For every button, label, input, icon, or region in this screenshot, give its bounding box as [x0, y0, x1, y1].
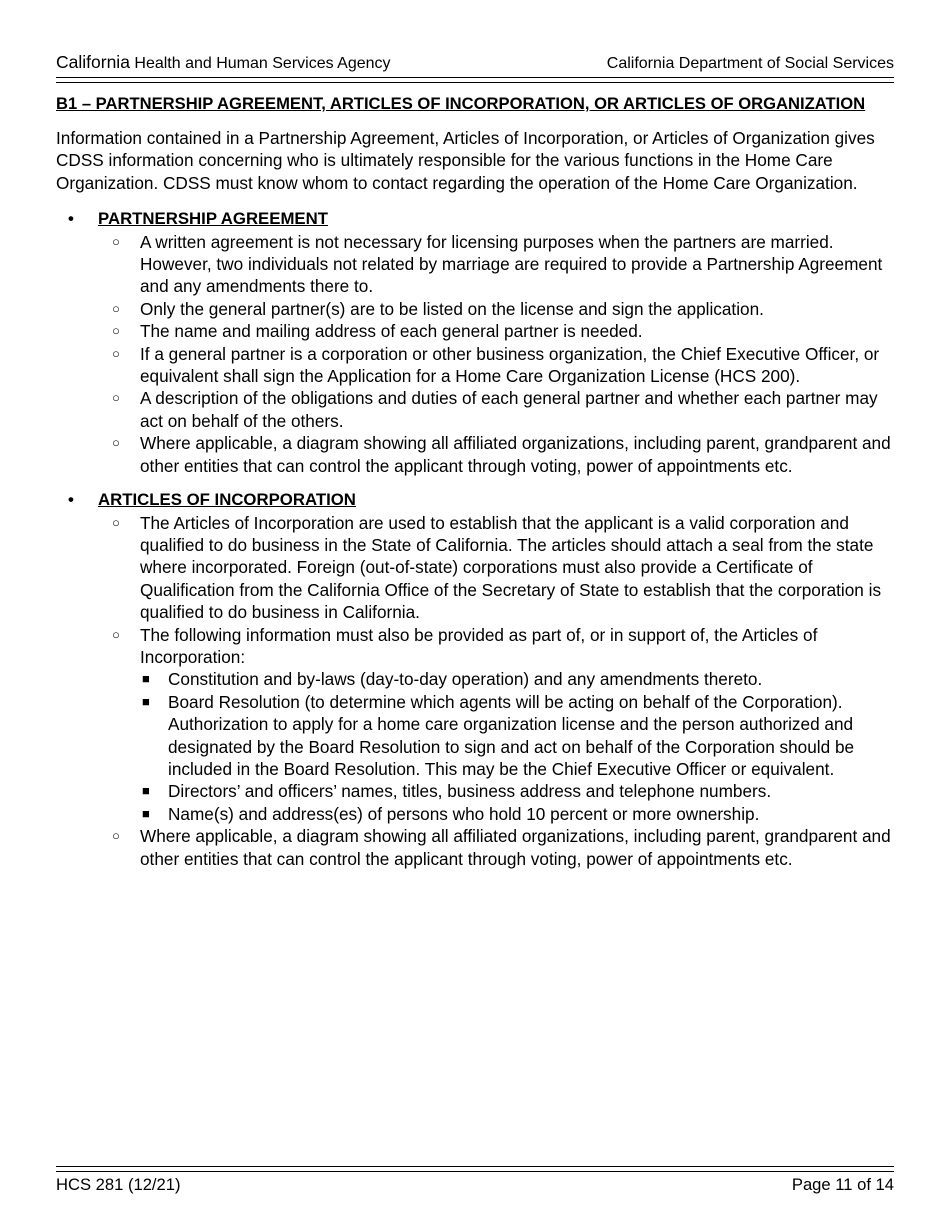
section-title: B1 – PARTNERSHIP AGREEMENT, ARTICLES OF INCORPORATION, OR ARTICLES OF ORGANIZATION [56, 94, 866, 113]
list-item: ○ The following information must also be provided as part of, or in support of, the Articles of Incorporation: ■ Constitution and by-laws (day-to-day operation) and any amendments thereto. ■ Board Resolution (to determine which agents will be acting on behalf of the Corporation). Authorization to apply for a home care organization license and the person authorized and designated by the Board Resolution to sign and act on behalf of the Corporation should be included in the Board Resolution. This may be the Chief Executive Officer or equivalent. ■ Directors’ and officers’ names, titles, business address and telephone numbers. ■ Name(s) and address(es) of persons who hold 10 percent or more ownership. [56, 624, 898, 826]
circle-bullet-icon: ○ [112, 828, 120, 844]
page-header [56, 52, 894, 74]
list-item: ○ The name and mailing address of each general partner is needed. [112, 321, 643, 342]
list-item: ■ Directors’ and officers’ names, titles, business address and telephone numbers. [142, 781, 772, 802]
circle-bullet-icon: ○ [112, 626, 120, 642]
list-item: ○ A description of the obligations and duties of each general partner and whether each partner may act on behalf of the others. [112, 388, 878, 431]
header-divider [56, 77, 894, 83]
square-bullet-icon: ■ [142, 671, 150, 687]
list-item: ■ Constitution and by-laws (day-to-day operation) and any amendments thereto. [142, 669, 763, 690]
circle-bullet-icon: ○ [112, 390, 120, 406]
bullet-icon: • [68, 209, 74, 229]
list-item: ○ A written agreement is not necessary for licensing purposes when the partners are married. However, two individuals not related by marriage are required to provide a Partnership Agreement and any amendments there to. [112, 231, 883, 297]
circle-bullet-icon: ○ [112, 345, 120, 361]
footer-divider [56, 1166, 894, 1172]
circle-bullet-icon: ○ [112, 323, 120, 339]
intro-paragraph: Information contained in a Partnership Agreement, Articles of Incorporation, or Articles of Organization gives CDSS information concerning who is ultimately responsible for the various functions in the Home Care Organization. CDSS must know whom to contact regarding the operation of the Home Care Organization. [56, 128, 875, 193]
form-number: HCS 281 (12/21) [56, 1175, 181, 1194]
partnership-list [56, 231, 898, 477]
list-item: ■ Name(s) and address(es) of persons who hold 10 percent or more ownership. [142, 803, 760, 824]
incorporation-list [56, 512, 898, 871]
circle-bullet-icon: ○ [112, 514, 120, 530]
incorporation-heading: • ARTICLES OF INCORPORATION [56, 489, 898, 511]
partnership-heading: • PARTNERSHIP AGREEMENT [56, 208, 898, 230]
list-item: ○ If a general partner is a corporation or other business organization, the Chief Executive Officer, or equivalent shall sign the Application for a Home Care Organization License (HCS 200). [112, 343, 880, 387]
list-item: ○ Only the general partner(s) are to be listed on the license and sign the application. [112, 298, 764, 319]
square-bullet-icon: ■ [142, 783, 150, 799]
department-name: California Department of Social Services [606, 55, 894, 72]
list-item: ○ The Articles of Incorporation are used to establish that the applicant is a valid corporation and qualified to do business in the State of California. The articles should attach a seal from the state where incorporated. Foreign (out-of-state) corporations must also provide a Certificate of Qualification from the California Office of the Secretary of State to establish that the corporation is qualified to do business in California. [112, 512, 882, 623]
list-item: ○ Where applicable, a diagram showing all affiliated organizations, including parent, grandparent and other entities that can control the applicant through voting, power of appointments etc. [112, 433, 891, 476]
circle-bullet-icon: ○ [112, 435, 120, 451]
circle-bullet-icon: ○ [112, 300, 120, 316]
square-bullet-icon: ■ [142, 693, 150, 709]
page-number: Page 11 of 14 [791, 1175, 894, 1194]
document-body [56, 92, 898, 882]
agency-name: California Health and Human Services Agency [56, 52, 391, 72]
page-footer [56, 1174, 894, 1196]
list-item: ■ Board Resolution (to determine which agents will be acting on behalf of the Corporation). Authorization to apply for a home care organization license and the person authorized and designated by the Board Resolution to sign and act on behalf of the Corporation should be included in the Board Resolution. This may be the Chief Executive Officer or equivalent. [142, 691, 855, 779]
required-documents-list [140, 668, 898, 825]
circle-bullet-icon: ○ [112, 233, 120, 249]
list-item: ○ Where applicable, a diagram showing all affiliated organizations, including parent, grandparent and other entities that can control the applicant through voting, power of appointments etc. [112, 826, 891, 869]
square-bullet-icon: ■ [142, 805, 150, 821]
bullet-icon: • [68, 490, 74, 510]
